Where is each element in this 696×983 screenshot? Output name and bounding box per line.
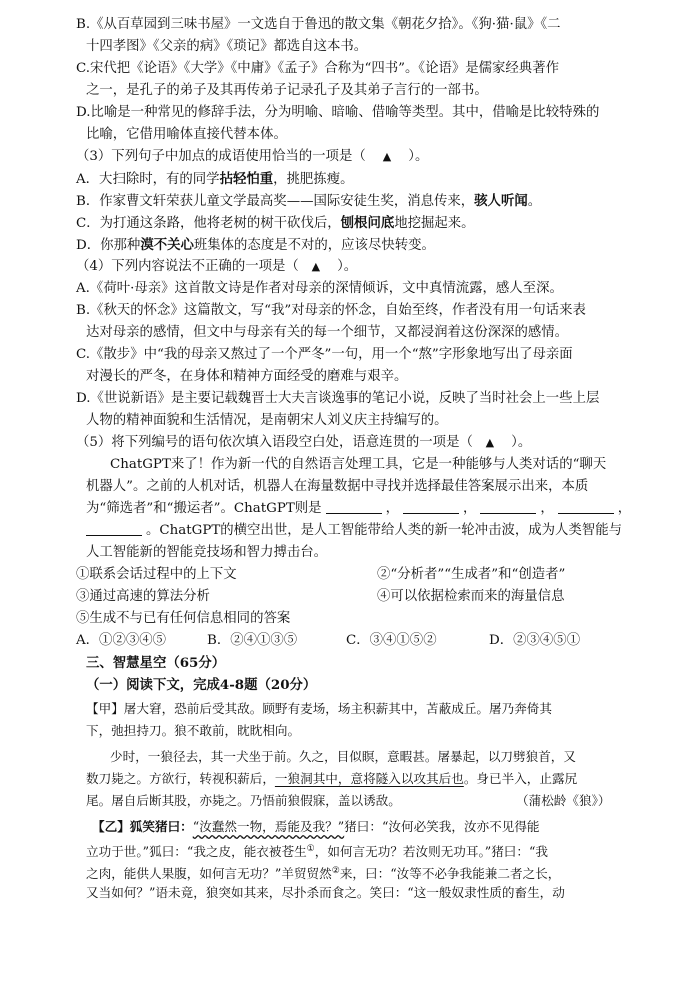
q5-item-1: ①联系会话过程中的上下文 bbox=[76, 567, 237, 582]
q2-option-b-line2: 十四孝图》《父亲的病》《琐记》都选自这本书。 bbox=[86, 39, 368, 54]
q5-passage-line1: ChatGPT来了！作为新一代的自然语言处理工具，它是一种能够与人类对话的“聊天 bbox=[110, 457, 607, 472]
q5-item-2: ②“分析者”“生成者”和“创造者” bbox=[377, 567, 566, 582]
q4-option-b-line2: 达对母亲的感情，但文中与母亲有关的每一个细节，又都浸润着这份深深的感情。 bbox=[86, 325, 569, 340]
q5-item-3: ③通过高速的算法分析 bbox=[76, 589, 210, 604]
q4-option-b-line1: B.《秋天的怀念》这篇散文，写“我”对母亲的怀念，自始至终，作者没有用一句话来表 bbox=[76, 303, 586, 318]
passage-yi-line4: 又当如何？”语未竟，狼突如其来，尽扑杀而食之。笑曰：“这一般奴隶性质的畜生，动 bbox=[86, 885, 565, 900]
wavy-underlined-sentence: “汝蠢然一物，焉能及我？” bbox=[192, 819, 345, 834]
answer-blank-marker: ▲ bbox=[382, 150, 392, 163]
section-title: 三、智慧星空（65分） bbox=[86, 655, 226, 671]
fill-blank-2 bbox=[403, 499, 459, 514]
underlined-sentence: 一狼洞其中，意将隧入以攻其后也 bbox=[274, 771, 464, 786]
q5-item-5: ⑤生成不与已有任何信息相同的答案 bbox=[76, 611, 291, 626]
q5-passage-line4: 。ChatGPT的横空出世，是人工智能带给人类的新一轮冲击波，成为人类智能与 bbox=[86, 521, 622, 541]
passage-jia-line3: 少时，一狼径去，其一犬坐于前。久之，目似瞑，意暇甚。屠暴起，以刀劈狼首，又 bbox=[110, 749, 576, 764]
q2-option-c-line1: C.宋代把《论语》《大学》《中庸》《孟子》合称为“四书”。《论语》是儒家经典著作 bbox=[76, 61, 559, 76]
passage-yi-line3: 之肉，能供人果腹，如何言无功？”羊贸贸然②来，曰：“汝等不必争我能兼二者之长， bbox=[86, 866, 561, 882]
answer-blank-marker: ▲ bbox=[311, 260, 321, 273]
q2-option-c-line2: 之一，是孔子的弟子及其再传弟子记录孔子及其弟子言行的一部书。 bbox=[86, 83, 488, 98]
q5-choice-a: A．①②③④⑤ bbox=[76, 633, 167, 648]
q4-option-d-line1: D.《世说新语》是主要记载魏晋士大夫言谈逸事的笔记小说，反映了当时社会上一些上层 bbox=[76, 391, 600, 406]
passage-jia-line5: 尾。屠自后断其股，亦毙之。乃悟前狼假寐，盖以诱敌。 bbox=[86, 793, 401, 808]
q3-option-a: A．大扫除时，有的同学拈轻怕重，挑肥拣瘦。 bbox=[76, 171, 354, 187]
passage-yi-line2: 立功于世。”狐曰：“我之皮，能衣被苍生①，如何言无功？若汝则无功耳。”猪曰：“我 bbox=[86, 844, 549, 860]
fill-blank-5 bbox=[86, 521, 142, 536]
q5-choice-c: C．③④①⑤② bbox=[346, 633, 437, 648]
q4-stem: （4）下列内容说法不正确的一项是（ ▲ ）。 bbox=[76, 259, 358, 274]
q5-passage-line5: 人工智能新的智能竞技场和智力搏击台。 bbox=[86, 545, 328, 560]
q4-option-c-line1: C.《散步》中“我的母亲又熬过了一个严冬”一句，用一个“熬”字形象地写出了母亲面 bbox=[76, 347, 573, 362]
passage-jia-line4: 数刀毙之。方欲行，转视积薪后，一狼洞其中，意将隧入以攻其后也。身已半入，止露尻 bbox=[86, 771, 578, 786]
fill-blank-3 bbox=[480, 499, 536, 514]
note-marker-2: ② bbox=[331, 866, 340, 876]
q5-choice-b: B．②④①③⑤ bbox=[207, 633, 298, 648]
q5-stem: （5）将下列编号的语句依次填入语段空白处，语意连贯的一项是（ ▲ ）。 bbox=[76, 435, 532, 450]
fill-blank-4 bbox=[558, 499, 614, 514]
q5-passage-line2: 机器人”。之前的人机对话，机器人在海量数据中寻找并选择最佳答案展示出来，本质 bbox=[86, 479, 589, 494]
q2-option-d-line1: D.比喻是一种常见的修辞手法，分为明喻、暗喻、借喻等类型。其中，借喻是比较特殊的 bbox=[76, 105, 600, 120]
passage-jia-source: （蒲松龄《狼》） bbox=[516, 793, 611, 808]
q3-stem: （3）下列句子中加点的成语使用恰当的一项是（ ▲ ）。 bbox=[76, 149, 429, 164]
q4-option-c-line2: 对漫长的严冬，在身体和精神方面经受的磨难与艰辛。 bbox=[86, 369, 408, 384]
q4-option-d-line2: 人物的精神面貌和生活情况，是南朝宋人刘义庆主持编写的。 bbox=[86, 413, 448, 428]
q5-item-4: ④可以依据检索而来的海量信息 bbox=[377, 589, 565, 604]
passage-jia-line1: 【甲】屠大窘，恐前后受其敌。顾野有麦场，场主积薪其中，苫蔽成丘。屠乃奔倚其 bbox=[86, 701, 552, 716]
section-subtitle: （一）阅读下文，完成4-8题（20分） bbox=[86, 677, 317, 693]
q4-option-a: A.《荷叶·母亲》这首散文诗是作者对母亲的深情倾诉，文中真情流露，感人至深。 bbox=[76, 281, 563, 296]
passage-yi-line1: 【乙】狐笑猪曰：“汝蠢然一物，焉能及我？”猪曰：“汝何必笑我，汝亦不见得能 bbox=[92, 819, 540, 834]
fill-blank-1 bbox=[326, 499, 382, 514]
q2-option-b-line1: B.《从百草园到三味书屋》一文选自于鲁迅的散文集《朝花夕拾》。《狗·猫·鼠》《二 bbox=[76, 17, 561, 32]
answer-blank-marker: ▲ bbox=[485, 436, 495, 449]
q5-passage-line3: 为“筛选者”和“搬运者”。ChatGPT则是 ， ， ， ， bbox=[86, 501, 632, 516]
passage-jia-line2: 下，弛担持刀。狼不敢前，眈眈相向。 bbox=[86, 723, 301, 738]
q3-option-d: D．你那种漠不关心班集体的态度是不对的，应该尽快转变。 bbox=[76, 237, 435, 253]
note-marker-1: ① bbox=[306, 844, 315, 854]
q3-option-b: B．作家曹文轩荣获儿童文学最高奖——国际安徒生奖，消息传来，骇人听闻。 bbox=[76, 193, 542, 209]
q3-option-c: C．为打通这条路，他将老树的树干砍伐后，刨根问底地挖掘起来。 bbox=[76, 215, 475, 231]
q2-option-d-line2: 比喻，它借用喻体直接代替本体。 bbox=[86, 127, 287, 142]
q5-choice-d: D．②③④⑤① bbox=[489, 633, 581, 648]
